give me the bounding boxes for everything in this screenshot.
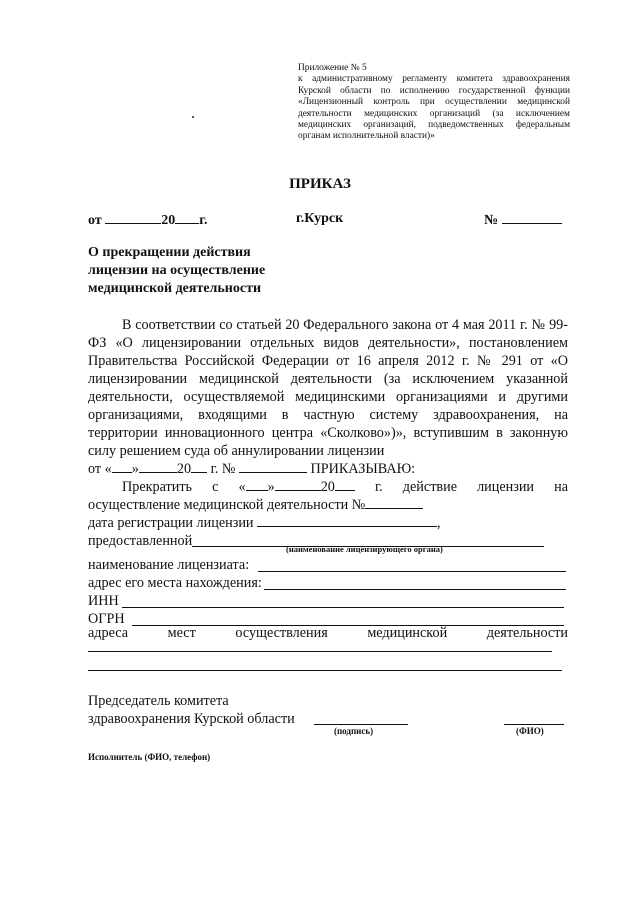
order-subject: О прекращении действия лицензии на осуществление медицинской деятельности: [88, 245, 266, 296]
court-decision-line: [88, 460, 568, 478]
activity-word: осуществления: [235, 625, 328, 641]
court-number-label: г. №: [210, 461, 236, 477]
activity-blank-2: [88, 670, 562, 671]
stop-word: действие: [402, 479, 457, 495]
provided-caption: (наименование лицензирующего органа): [286, 544, 443, 554]
executor-note: Исполнитель (ФИО, телефон): [88, 752, 211, 762]
licensee-name-blank: [258, 571, 566, 572]
document-title: ПРИКАЗ: [289, 176, 351, 192]
stop-day-blank: [246, 478, 268, 491]
stop-quote-close: »: [267, 479, 275, 495]
license-number-label: осуществление медицинской деятельности №: [88, 497, 366, 513]
address-blank: [264, 589, 566, 590]
stop-date: [239, 478, 355, 496]
stop-word: Прекратить: [122, 479, 193, 495]
activity-addresses-line: [88, 624, 568, 642]
paragraph-basis: В соответствии со статьей 20 Федерального закона от 4 мая 2011 г. № 99-ФЗ «О лицензировании отдельных видов деятельности», постановлением Правительства Российской Федерации от 16 апреля 2012 г. № 291 от «О лицензировании медицинской деятельности (за исключением указанной деятельности, осуществляемой медицинскими организациями и другими организациями, входящими в частную систему здравоохранения, на территории инновационного центра «Сколково»)», вступившим в законную силу решением суда об аннулировании лицензии: [88, 317, 568, 459]
activity-word: мест: [167, 625, 196, 641]
stop-word: на: [554, 479, 568, 495]
dateline-g: г.: [199, 213, 208, 228]
court-quote: »: [131, 461, 139, 477]
stop-year: 20: [320, 479, 335, 495]
activity-blank-1: [88, 651, 552, 652]
scan-speck: [192, 116, 194, 118]
registration-date-blank: [257, 514, 437, 527]
license-number-blank: [365, 496, 423, 509]
order-word: ПРИКАЗЫВАЮ:: [310, 461, 416, 477]
dateline-number: [484, 211, 562, 229]
fio-caption: (ФИО): [516, 726, 544, 736]
appendix-body: к административному регламенту комитета здравоохранения Курской области по исполнению государственной функции «Лицензионный контроль при осуществлении медицинской деятельности медицинских организаций (за исключением медицинских организаций, подведомственных федеральным органам исполнительной власти)»: [298, 74, 570, 142]
dateline-year: 20: [161, 213, 176, 228]
fio-blank: [504, 724, 564, 725]
year-blank: [175, 211, 199, 224]
ogrn-label: ОГРН: [88, 611, 125, 627]
licensee-name-label: наименование лицензиата:: [88, 557, 250, 573]
signature-position-line1: Председатель комитета: [88, 693, 229, 709]
activity-word: деятельности: [486, 625, 568, 641]
number-blank: [502, 211, 562, 224]
inn-blank: [122, 607, 564, 608]
activity-word: медицинской: [367, 625, 448, 641]
license-number-line: [88, 496, 568, 514]
signature-block: [88, 692, 295, 728]
court-from: от «: [88, 461, 112, 477]
stop-word: лицензии: [477, 479, 535, 495]
address-label: адрес его места нахождения:: [88, 575, 262, 591]
registration-date-label: дата регистрации лицензии: [88, 515, 254, 531]
court-month-blank: [139, 460, 177, 473]
signature-position-line2: здравоохранения Курской области: [88, 711, 295, 727]
stop-word: г.: [374, 479, 383, 495]
stop-year-blank: [335, 478, 355, 491]
court-number-blank: [239, 460, 307, 473]
number-sign: №: [484, 213, 499, 228]
stop-quote-open: «: [238, 479, 246, 495]
date-blank: [105, 211, 161, 224]
inn-label: ИНН: [88, 593, 119, 609]
stop-line: [122, 478, 568, 496]
court-year: 20: [176, 461, 192, 477]
dateline-from: [88, 211, 207, 229]
appendix-title: Приложение № 5: [298, 63, 367, 73]
registration-date-line: дата регистрации лицензии ,: [88, 515, 441, 531]
appendix-header: [298, 63, 570, 143]
signature-caption: (подпись): [334, 726, 374, 736]
activity-word: адреса: [88, 625, 129, 641]
court-day-blank: [112, 460, 132, 473]
stop-month-blank: [275, 478, 321, 491]
court-year-blank: [191, 460, 207, 473]
provided-label: предоставленной: [88, 533, 193, 549]
signature-blank: [314, 724, 408, 725]
dateline-city: г.Курск: [296, 211, 344, 226]
stop-word: с: [212, 479, 219, 495]
dateline-from-label: от: [88, 213, 102, 228]
